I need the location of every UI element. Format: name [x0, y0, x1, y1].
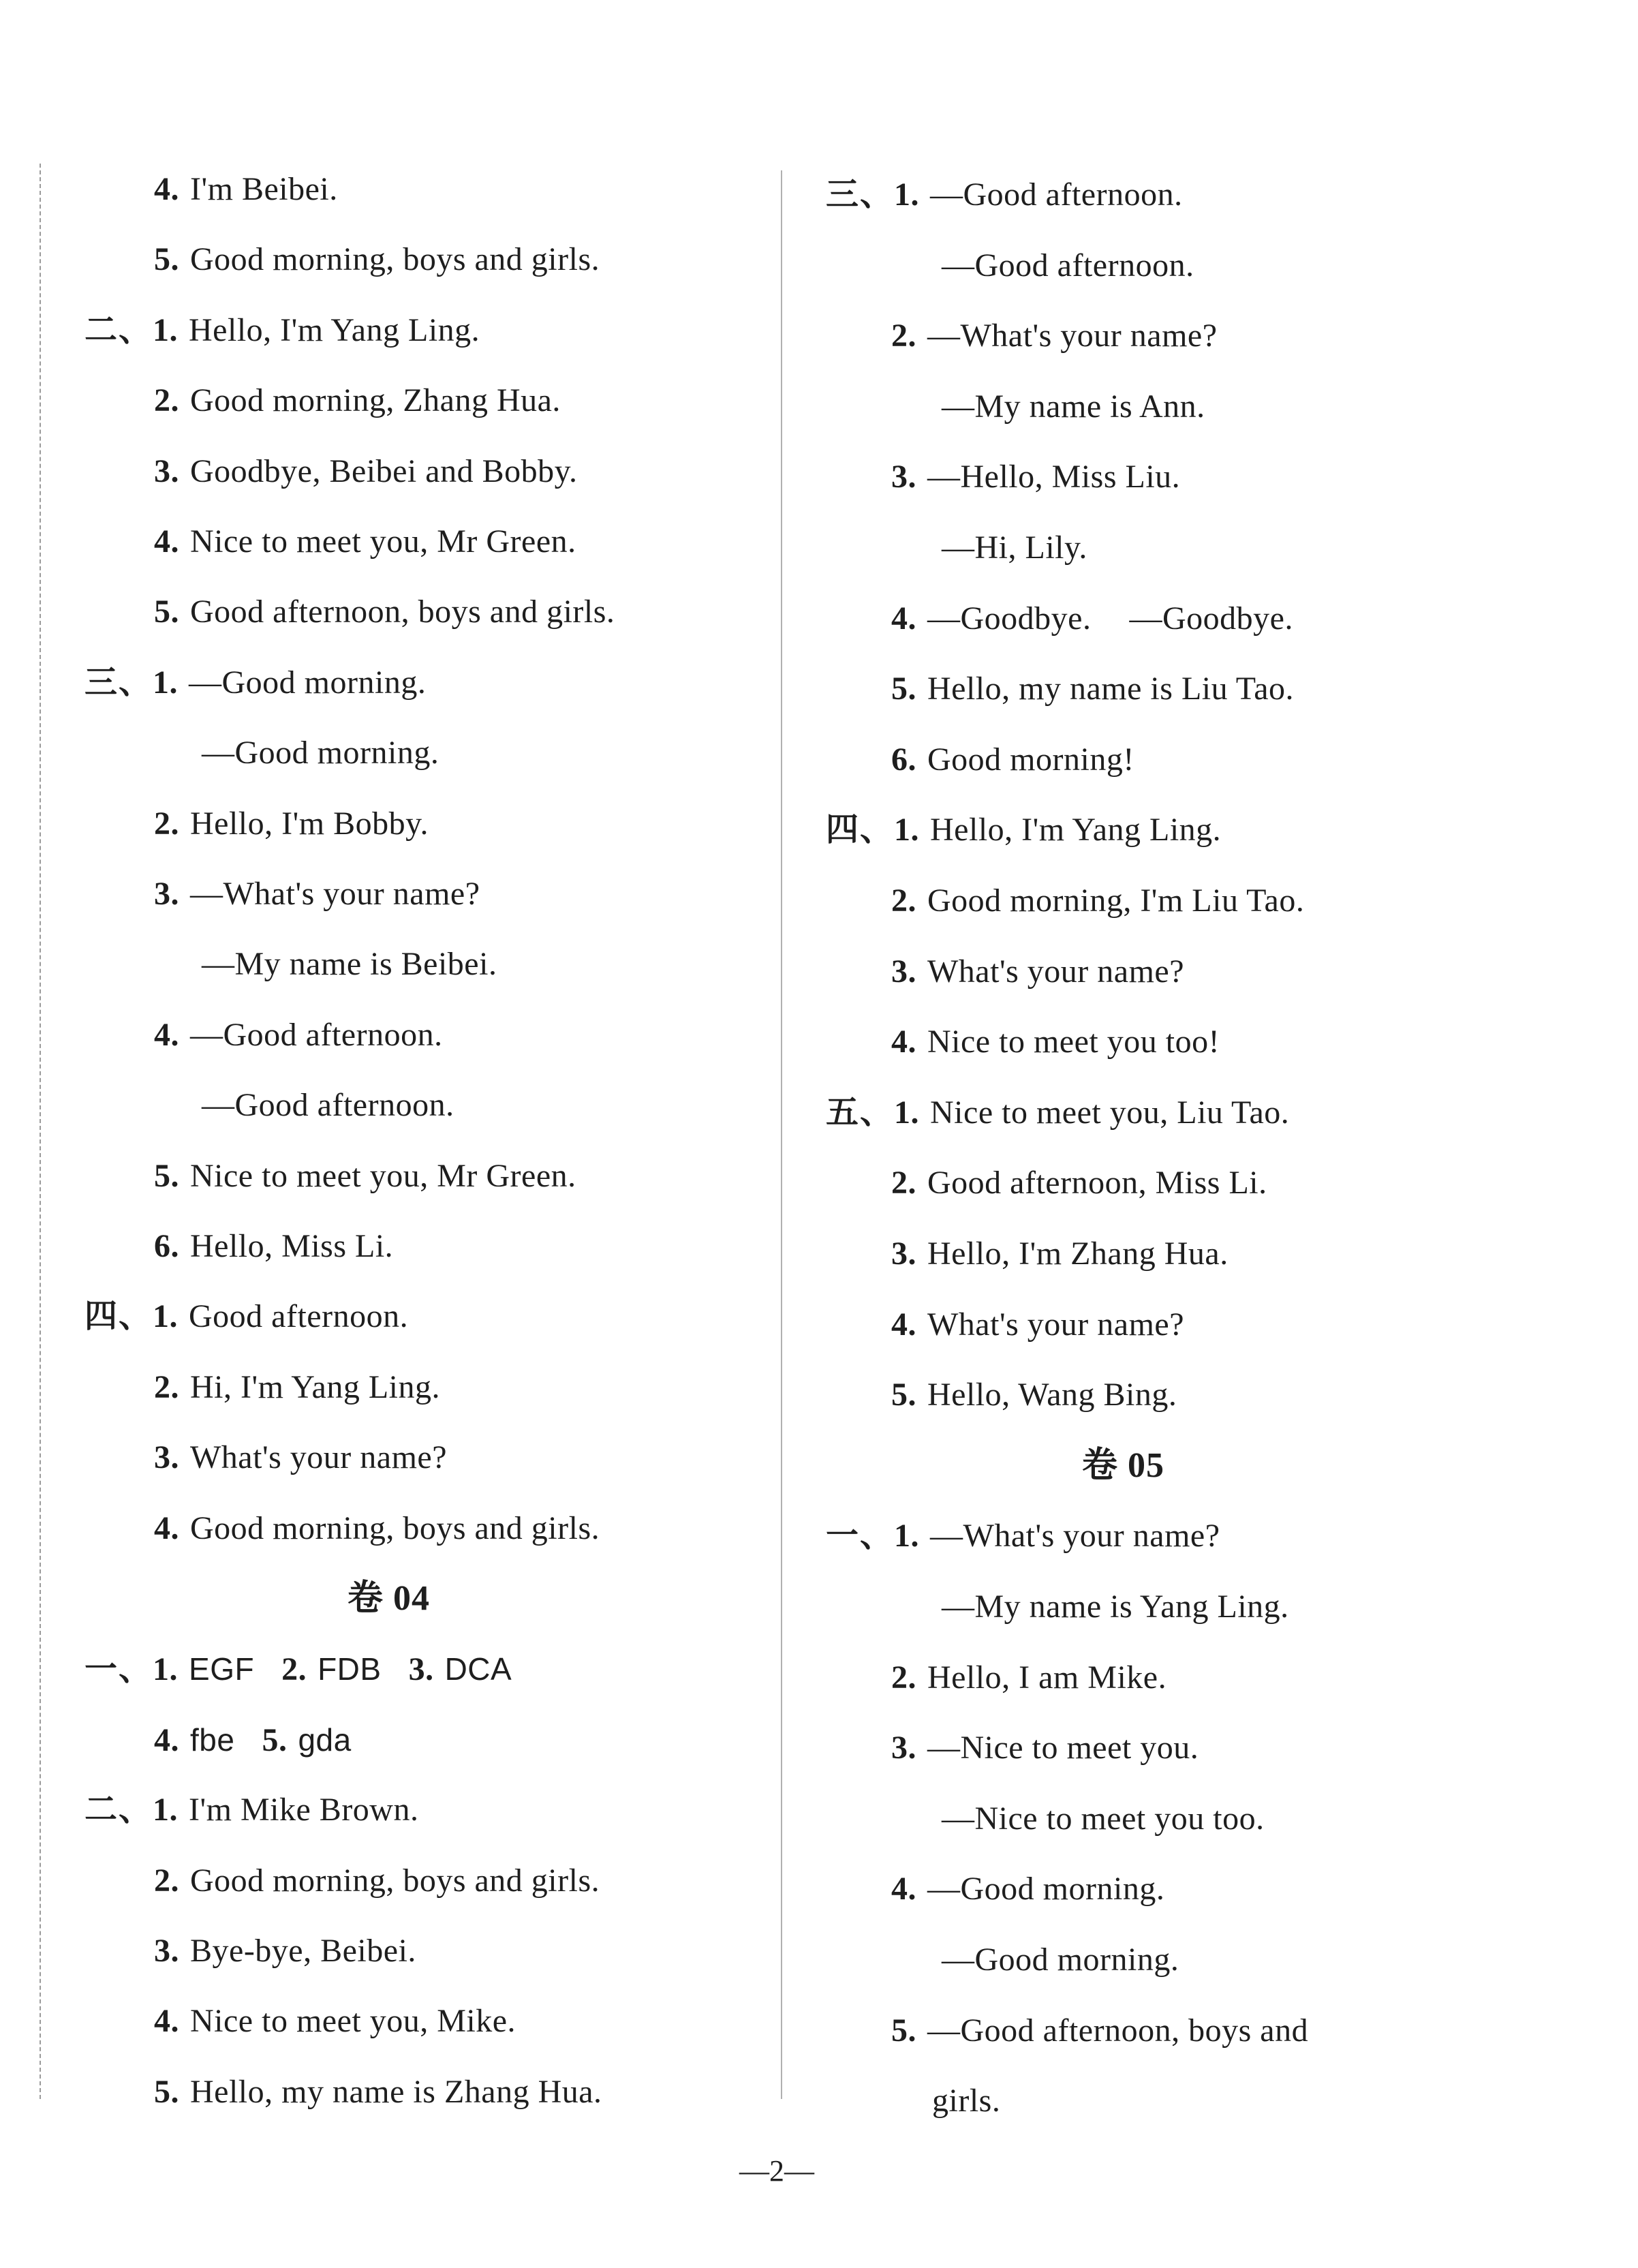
answer-text: DCA	[444, 1651, 512, 1687]
answer-line	[154, 2072, 602, 2113]
item-number: 5.	[262, 1721, 288, 1758]
answer-text: Good morning, boys and girls.	[190, 1862, 600, 1899]
item-number: 2.	[154, 805, 179, 842]
answer-line	[84, 1296, 408, 1337]
item-number: 1.	[894, 812, 920, 848]
answer-text: —Good morning.	[942, 1942, 1179, 1978]
answer-text: FDB	[318, 1651, 382, 1687]
answer-text: —Good morning.	[202, 735, 439, 771]
right-column	[784, 0, 1567, 2268]
answer-line	[154, 1860, 600, 1901]
answer-text: —Good afternoon.	[190, 1016, 443, 1053]
answer-text: I'm Mike Brown.	[189, 1792, 419, 1828]
answer-text: Good morning, I'm Liu Tao.	[927, 883, 1305, 919]
answer-text: Hello, I'm Zhang Hua.	[927, 1236, 1228, 1272]
item-number: 1.	[153, 1298, 179, 1335]
section-marker: 一、	[84, 1651, 153, 1688]
answer-line	[891, 1022, 1220, 1062]
answer-text: Good afternoon, boys and girls.	[190, 594, 615, 630]
answer-text: Hello, I am Mike.	[927, 1659, 1167, 1696]
item-number: 3.	[891, 1730, 916, 1766]
answer-text: —Good afternoon.	[942, 247, 1194, 284]
item-number: 4.	[891, 600, 916, 637]
answer-line	[932, 2081, 1000, 2121]
answer-text: —Goodbye.	[927, 600, 1092, 637]
answer-line	[154, 239, 600, 280]
answer-line	[942, 1940, 1179, 1980]
answer-text: Good morning, Zhang Hua.	[190, 382, 561, 419]
answer-line	[154, 1367, 440, 1408]
section-marker: 三、	[826, 177, 895, 213]
item-number: 3.	[891, 953, 916, 990]
answer-line	[942, 527, 1087, 568]
item-number: 3.	[408, 1651, 434, 1688]
item-number: 4.	[154, 523, 179, 560]
item-number: 2.	[281, 1651, 307, 1688]
section-marker: 三、	[84, 664, 153, 701]
answer-text: Hello, Wang Bing.	[927, 1377, 1177, 1413]
answer-line	[154, 1156, 576, 1197]
answer-text: Hi, I'm Yang Ling.	[190, 1368, 441, 1405]
answer-text: Good morning, boys and girls.	[190, 241, 600, 278]
answer-line	[202, 1085, 454, 1126]
answer-line	[942, 245, 1194, 286]
answer-line	[154, 1015, 443, 1056]
item-number: 3.	[154, 453, 179, 489]
answer-text: Nice to meet you too!	[927, 1024, 1220, 1060]
answer-line	[84, 1649, 512, 1689]
answer-line	[84, 662, 426, 703]
answer-line	[154, 874, 480, 915]
answer-text: Bye-bye, Beibei.	[190, 1933, 416, 1969]
answer-text: Good afternoon, Miss Li.	[927, 1165, 1267, 1201]
answer-line	[84, 310, 480, 351]
answer-text: Hello, I'm Yang Ling.	[189, 311, 480, 348]
answer-line	[826, 1516, 1220, 1557]
item-number: 4.	[891, 1024, 916, 1060]
answer-text: Nice to meet you, Liu Tao.	[930, 1094, 1290, 1131]
answer-line	[154, 803, 429, 844]
page-number: —2—	[739, 2154, 814, 2188]
item-number: 2.	[891, 318, 916, 354]
answer-text: Hello, my name is Zhang Hua.	[190, 2073, 602, 2110]
answer-line	[891, 457, 1180, 497]
section-marker: 二、	[84, 1792, 153, 1828]
answer-text: —My name is Ann.	[942, 388, 1205, 425]
item-number: 4.	[154, 171, 179, 207]
answer-line	[826, 174, 1183, 215]
answer-text: —Nice to meet you too.	[942, 1800, 1265, 1837]
item-number: 2.	[154, 1862, 179, 1899]
answer-text: —My name is Yang Ling.	[942, 1589, 1289, 1625]
item-number: 4.	[154, 2003, 179, 2040]
answer-line	[154, 1437, 447, 1478]
answer-line	[942, 386, 1205, 427]
answer-line	[891, 739, 1134, 780]
answer-text: Hello, Miss Li.	[190, 1228, 394, 1264]
item-number: 2.	[154, 1368, 179, 1405]
answer-text: gda	[298, 1721, 352, 1758]
answer-text: Hello, I'm Bobby.	[190, 805, 429, 842]
answer-line	[154, 2001, 516, 2042]
answer-text: —Hi, Lily.	[942, 530, 1087, 566]
item-number: 2.	[154, 382, 179, 419]
answer-line	[202, 733, 439, 773]
item-number: 1.	[153, 311, 179, 348]
answer-line	[891, 1375, 1177, 1415]
answer-line	[891, 1163, 1267, 1204]
answer-line	[891, 1304, 1184, 1345]
answer-text: fbe	[190, 1721, 235, 1758]
item-number: 3.	[154, 1439, 179, 1476]
item-number: 2.	[891, 883, 916, 919]
answer-text: EGF	[189, 1651, 255, 1687]
answer-text: —Good afternoon.	[202, 1087, 454, 1124]
answer-line	[942, 1798, 1265, 1839]
answer-line	[154, 1508, 600, 1549]
item-number: 5.	[154, 241, 179, 278]
item-number: 5.	[891, 671, 916, 707]
answer-text: —Good morning.	[927, 1871, 1165, 1907]
item-number: 6.	[891, 741, 916, 778]
answer-text: —My name is Beibei.	[202, 946, 497, 983]
item-number: 4.	[891, 1871, 916, 1907]
section-marker: 四、	[84, 1298, 153, 1335]
answer-line	[154, 1719, 352, 1760]
answer-text: —Good afternoon.	[930, 177, 1183, 213]
answer-text: —Good afternoon, boys and	[927, 2012, 1309, 2049]
item-number: 1.	[894, 1518, 920, 1554]
answer-text: Goodbye, Beibei and Bobby.	[190, 453, 578, 489]
answer-line	[891, 2010, 1308, 2051]
section-heading: 卷 05	[1082, 1445, 1165, 1485]
item-number: 2.	[891, 1165, 916, 1201]
answer-line	[202, 944, 497, 985]
answer-text: —Good morning.	[189, 664, 427, 701]
section-heading: 卷 04	[347, 1579, 431, 1618]
answer-text: Good afternoon.	[189, 1298, 409, 1335]
answer-text: Hello, my name is Liu Tao.	[927, 671, 1294, 707]
answer-line	[891, 1657, 1166, 1698]
answer-line	[891, 1869, 1164, 1910]
answer-text: Nice to meet you, Mike.	[190, 2003, 516, 2040]
item-number: 1.	[894, 1094, 920, 1131]
item-number: 5.	[154, 2073, 179, 2110]
answer-text: —What's your name?	[927, 318, 1218, 354]
answer-line	[891, 598, 1293, 639]
item-number: 5.	[154, 594, 179, 630]
answer-line	[891, 951, 1184, 992]
answer-line	[154, 169, 338, 210]
answer-line	[154, 521, 576, 562]
section-marker: 一、	[826, 1518, 895, 1554]
item-number: 4.	[891, 1306, 916, 1343]
item-number: 6.	[154, 1228, 179, 1264]
answer-line	[84, 1790, 418, 1830]
answer-text: Hello, I'm Yang Ling.	[930, 812, 1222, 848]
item-number: 3.	[154, 876, 179, 912]
answer-line	[154, 1931, 416, 1972]
answer-text: —Nice to meet you.	[927, 1730, 1199, 1766]
answer-text: I'm Beibei.	[190, 171, 338, 207]
answer-text: What's your name?	[927, 953, 1185, 990]
answer-line	[891, 1233, 1228, 1274]
item-number: 3.	[891, 459, 916, 495]
answer-line	[891, 880, 1304, 921]
item-number: 5.	[891, 2012, 916, 2049]
answer-text: What's your name?	[927, 1306, 1185, 1343]
answer-line	[891, 669, 1294, 709]
item-number: 5.	[154, 1157, 179, 1194]
answer-line	[154, 1226, 393, 1267]
answer-line	[154, 592, 615, 632]
item-number: 3.	[891, 1236, 916, 1272]
item-number: 5.	[891, 1377, 916, 1413]
item-number: 2.	[891, 1659, 916, 1696]
answer-line	[891, 316, 1218, 356]
section-marker: 五、	[826, 1094, 895, 1131]
answer-text: Nice to meet you, Mr Green.	[190, 1157, 576, 1194]
answer-line	[154, 451, 577, 492]
answer-text: —Goodbye.	[1129, 600, 1293, 637]
item-number: 1.	[153, 664, 179, 701]
item-number: 4.	[154, 1016, 179, 1053]
item-number: 1.	[153, 1792, 179, 1828]
answer-text: Nice to meet you, Mr Green.	[190, 523, 576, 560]
answer-line	[826, 810, 1221, 850]
answer-text: girls.	[932, 2083, 1001, 2119]
answer-text: Good morning!	[927, 741, 1134, 778]
section-marker: 四、	[826, 812, 895, 848]
answer-line	[942, 1587, 1289, 1627]
item-number: 4.	[154, 1721, 179, 1758]
item-number: 1.	[153, 1651, 179, 1688]
section-marker: 二、	[84, 311, 153, 348]
answer-line	[826, 1092, 1289, 1133]
answer-text: —What's your name?	[930, 1518, 1220, 1554]
answer-text: Good morning, boys and girls.	[190, 1510, 600, 1546]
answer-line	[891, 1728, 1199, 1768]
item-number: 3.	[154, 1933, 179, 1969]
item-number: 4.	[154, 1510, 179, 1546]
item-number: 1.	[894, 177, 920, 213]
left-column	[0, 0, 784, 2268]
answer-text: What's your name?	[190, 1439, 448, 1476]
answer-line	[154, 380, 561, 421]
answer-text: —Hello, Miss Liu.	[927, 459, 1181, 495]
answer-text: —What's your name?	[190, 876, 480, 912]
